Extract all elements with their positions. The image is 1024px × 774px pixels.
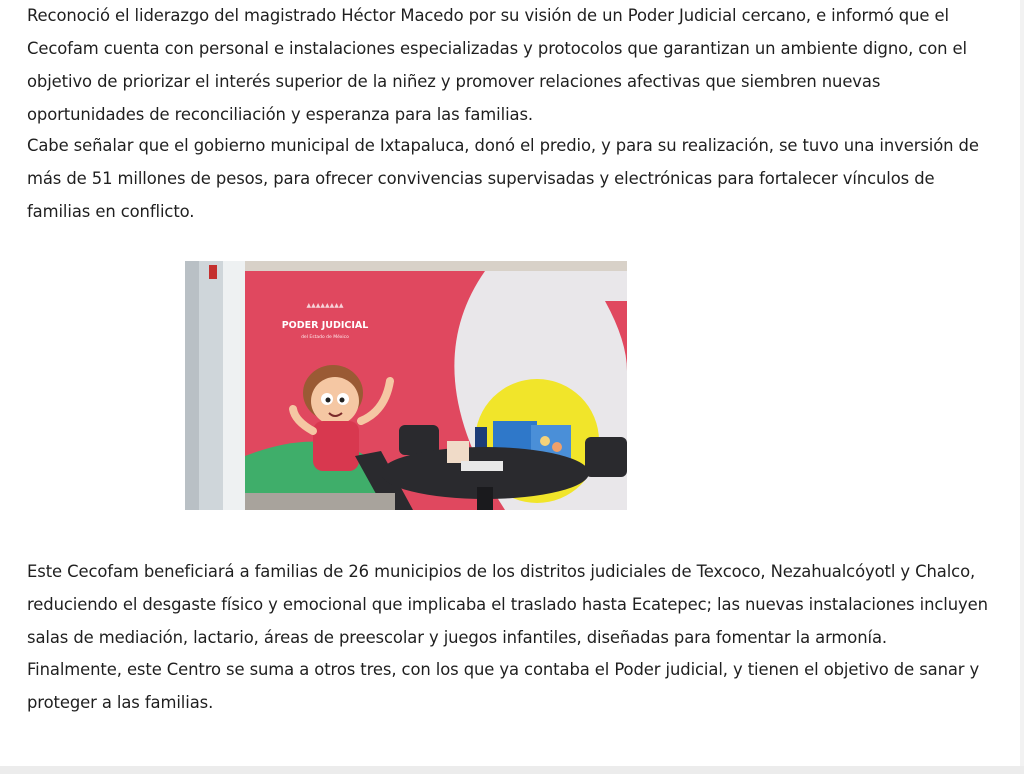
door-frame (185, 261, 199, 510)
article-photo-cecofam-room (185, 261, 627, 510)
photo-illustration (185, 261, 627, 510)
page-right-edge (1020, 0, 1024, 766)
floor (245, 493, 395, 510)
glass-reflection (223, 261, 245, 510)
wall-logo-crest: ▲▲▲▲▲▲▲▲ (306, 302, 344, 309)
paragraph-4: Finalmente, este Centro se suma a otros tres, con los que ya contaba el Poder judicial, y tienen el objetivo de sanar y proteger a las familias. (27, 660, 980, 712)
papers (461, 461, 503, 471)
wall-logo-subtext: del Estado de México (301, 335, 349, 340)
paragraph-1: Reconoció el liderazgo del magistrado Héctor Macedo por su visión de un Poder Judicial cercano, e informó que el Cecofam cuenta con personal e instalaciones especializadas y protocolos que garantizan un ambiente digno, con el objetivo de priorizar el interés superior de la niñez y promover relaciones afectivas que siembren nuevas oportunidades de reconciliación y esperanza para las familias. (27, 6, 967, 124)
paragraph-3: Este Cecofam beneficiará a familias de 26 municipios de los distritos judiciales de Texcoco, Nezahualcóyotl y Chalco, reduciendo el desgaste físico y emocional que implicaba el traslado hasta Ecatepec; las nuevas instalaciones incluyen salas de mediación, lactario, áreas de preescolar y juegos infantiles, diseñadas para fomentar la armonía. (27, 562, 988, 647)
wall-logo-text: PODER JUDICIAL (281, 320, 369, 331)
page-bottom-bar (0, 766, 1024, 774)
chair-back-right (585, 437, 627, 477)
tissue-box (447, 441, 469, 463)
door-sign (209, 265, 217, 279)
paragraph-2: Cabe señalar que el gobierno municipal de Ixtapaluca, donó el predio, y para su realización, se tuvo una inversión de más de 51 millones de pesos, para ofrecer convivencias supervisadas y electrónicas para fortalecer vínculos de familias en conflicto. (27, 136, 979, 221)
